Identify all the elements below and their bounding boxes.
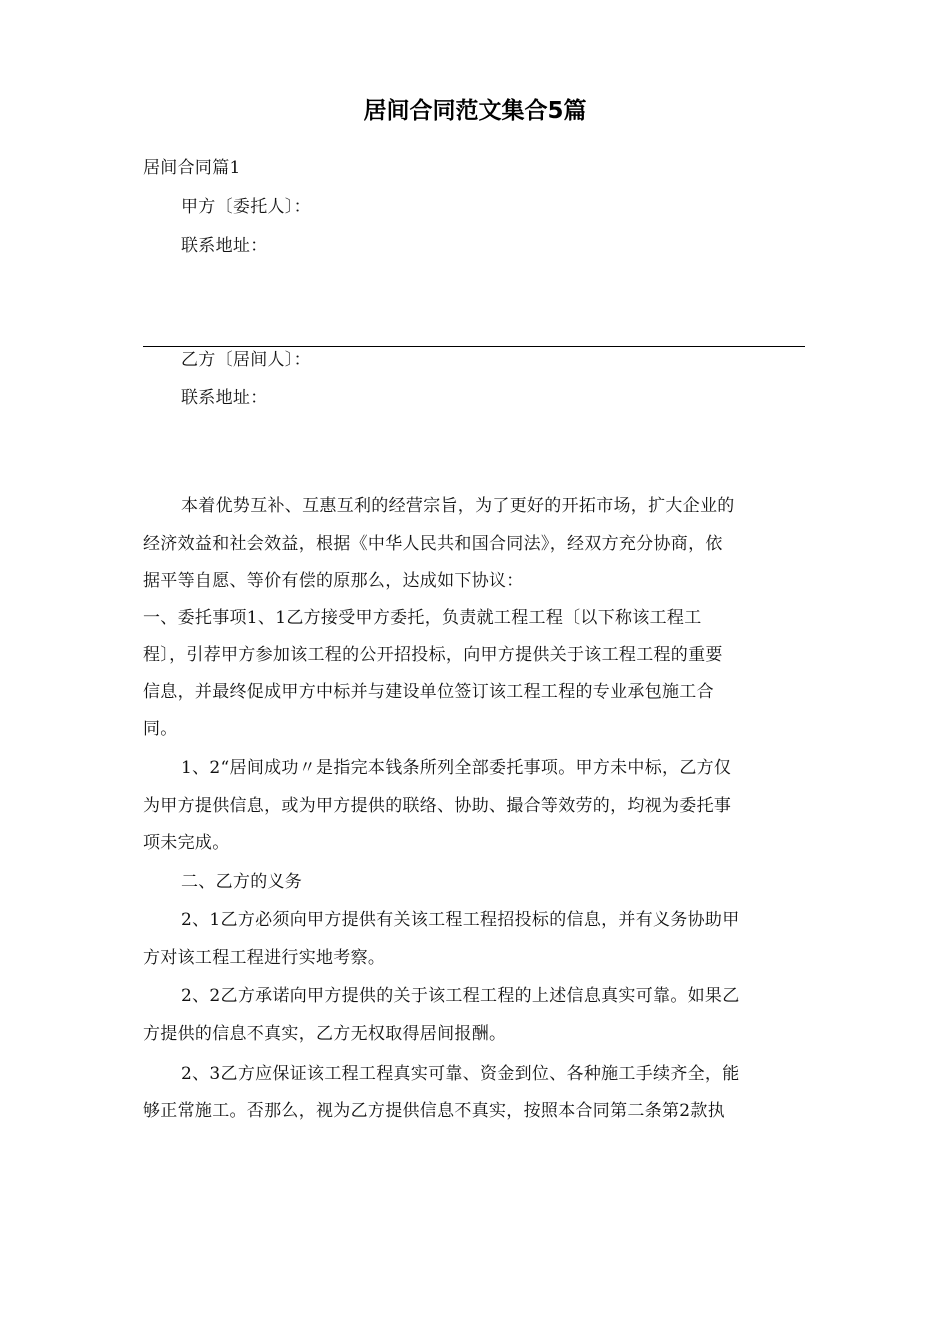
- body-line: 2、2乙方承诺向甲方提供的关于该工程工程的上述信息真实可靠。如果乙: [181, 986, 740, 1006]
- body-line: 1、2“居间成功〃是指完本钱条所列全部委托事项。甲方未中标，乙方仅: [181, 758, 732, 778]
- body-line: 程〕，引荐甲方参加该工程的公开招投标，向甲方提供关于该工程工程的重要: [143, 645, 723, 665]
- body-line: 一、委托事项1、1乙方接受甲方委托，负责就工程工程〔以下称该工程工: [143, 608, 702, 628]
- party-b-label: 乙方〔居间人〕：: [181, 350, 311, 370]
- body-line: 为甲方提供信息，或为甲方提供的联络、协助、撮合等效劳的，均视为委托事: [143, 796, 732, 816]
- body-line: 信息，并最终促成甲方中标并与建设单位签订该工程工程的专业承包施工合: [143, 682, 714, 702]
- party-b-address-label: 联系地址：: [181, 388, 268, 408]
- body-line: 二、乙方的义务: [181, 872, 303, 892]
- document-title: 居间合同范文集合5篇: [363, 98, 587, 124]
- body-line: 方对该工程工程进行实地考察。: [143, 948, 386, 968]
- body-line: 同。: [143, 719, 178, 739]
- party-a-address-label: 联系地址：: [181, 236, 268, 256]
- section-heading: 居间合同篇1: [143, 158, 241, 178]
- divider-line: [143, 346, 805, 347]
- body-line: 2、1乙方必须向甲方提供有关该工程工程招投标的信息，并有义务协助甲: [181, 910, 740, 930]
- body-line: 2、3乙方应保证该工程工程真实可靠、资金到位、各种施工手续齐全，能: [181, 1064, 740, 1084]
- body-line: 据平等自愿、等价有偿的原那么，达成如下协议：: [143, 571, 524, 591]
- body-line: 方提供的信息不真实，乙方无权取得居间报酬。: [143, 1024, 507, 1044]
- party-a-label: 甲方〔委托人〕：: [181, 197, 311, 217]
- body-line: 经济效益和社会效益，根据《中华人民共和国合同法》，经双方充分协商，依: [143, 534, 723, 554]
- body-line: 够正常施工。否那么，视为乙方提供信息不真实，按照本合同第二条第2款执: [143, 1101, 726, 1121]
- body-line: 项未完成。: [143, 833, 230, 853]
- body-line: 本着优势互补、互惠互利的经营宗旨，为了更好的开拓市场，扩大企业的: [181, 496, 735, 516]
